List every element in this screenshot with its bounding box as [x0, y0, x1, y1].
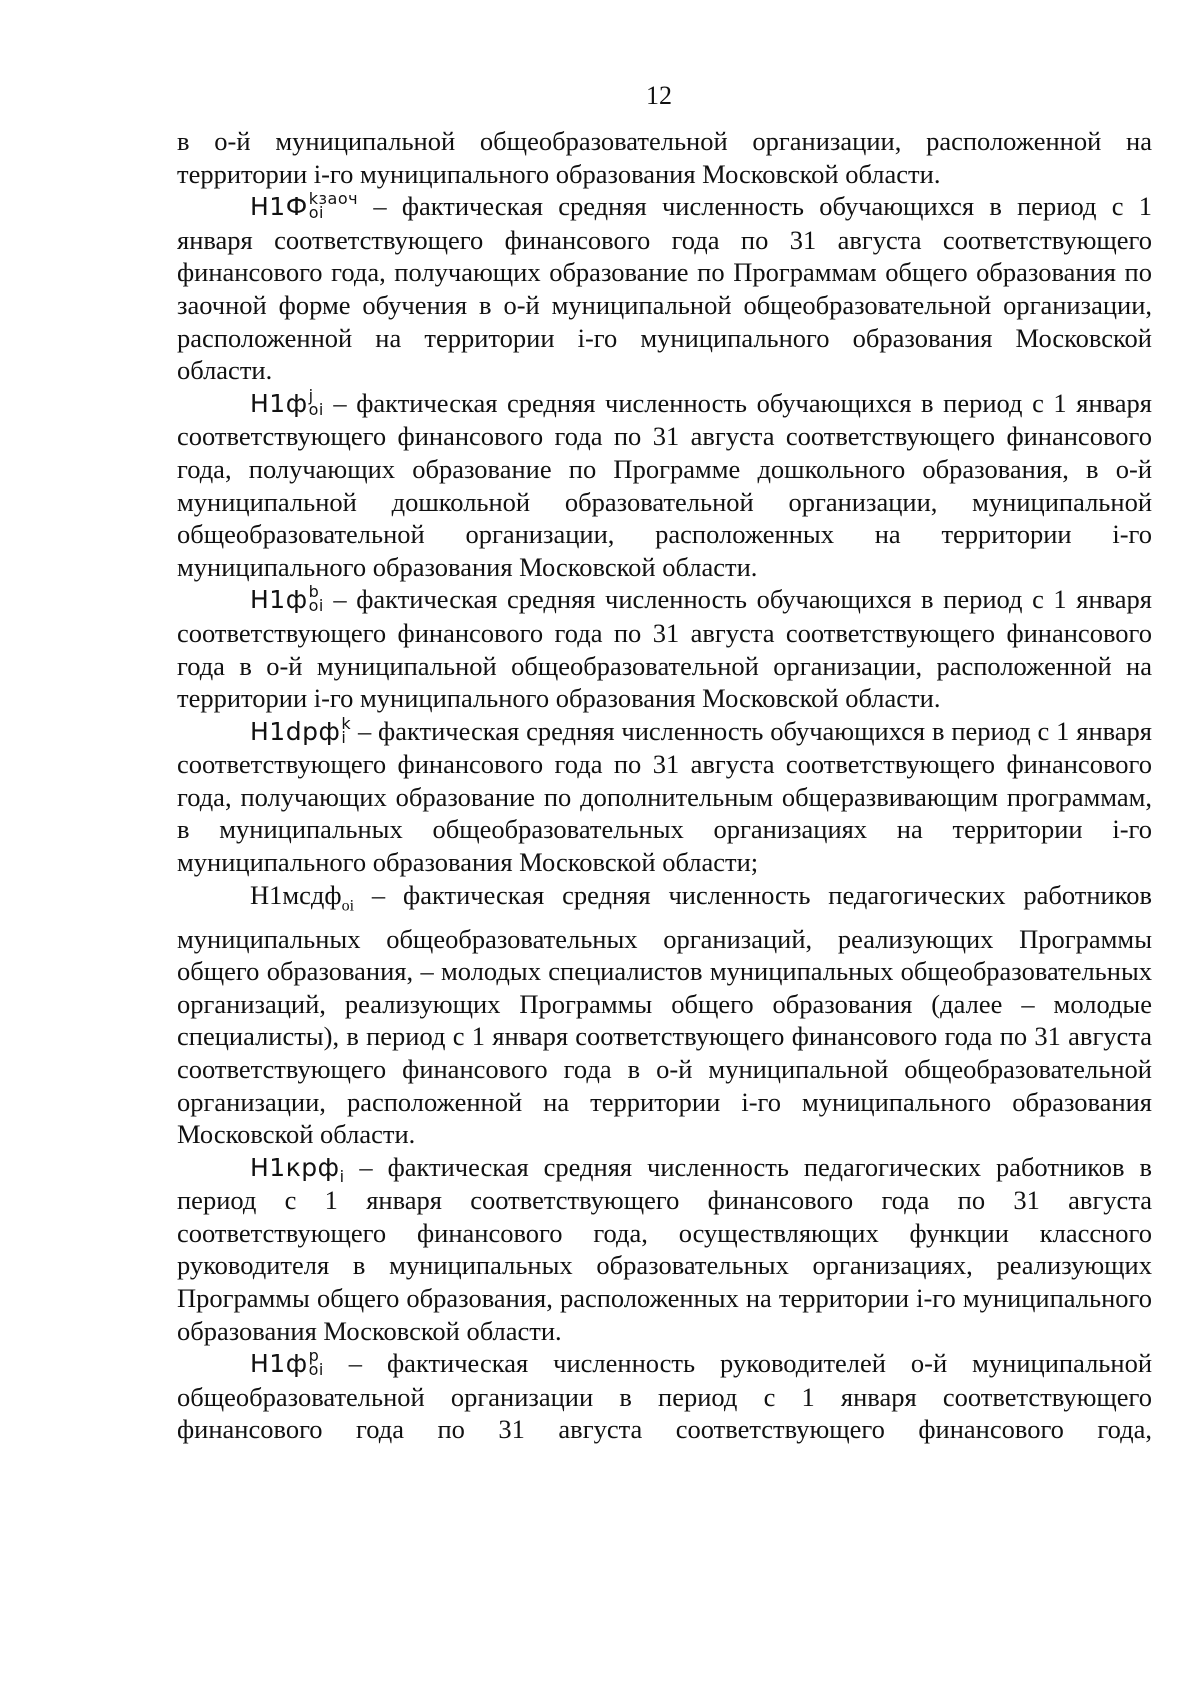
symbol-subscript: i [339, 1166, 345, 1186]
paragraph-text: в о-й муниципальной общеобразовательной организации, расположенной на территории i-го муниципального образования Московской области. [177, 126, 1152, 189]
formula-symbol: Н1мсдф$_{oi}$ [250, 879, 355, 914]
symbol-superscript: kзаоч [308, 189, 359, 209]
symbol-subscript: i [341, 727, 347, 747]
symbol-subscript: oi [308, 203, 324, 223]
paragraph-text: – фактическая численность руководителей о-й муниципальной общеобразовательной организации в период с 1 января соответствующего финансового года по 31 августа соответствующего финансового года, [177, 1348, 1152, 1445]
document-body [177, 125, 1152, 1446]
formula-symbol: Н1ф j oi [250, 385, 324, 419]
paragraph-text: – фактическая средняя численность педагогических работников муниципальных общеобразовательных организаций, реализующих Программы общего образования, – молодых специалистов муниципальных общеобразовательных организаций, реализующих Программы общего образования (далее – молодые специалисты), в период с 1 января соответствующего финансового года по 31 августа соответствующего финансового года в о-й муниципальной общеобразовательной организации, расположенной на территории i-го муниципального образования Московской области. [177, 879, 1152, 1150]
paragraph-text: – фактическая средняя численность обучающихся в период с 1 января соответствующего финансового года по 31 августа соответствующего финансового года в о-й муниципальной общеобразовательной организации, расположенной на территории i-го муниципального образования Московской области. [177, 584, 1152, 714]
definition-paragraph [177, 1151, 1152, 1348]
symbol-subscript: oi [308, 1360, 324, 1380]
definition-paragraph [177, 1347, 1152, 1446]
definition-paragraph [177, 715, 1152, 879]
paragraph-text: – фактическая средняя численность обучающихся в период с 1 января соответствующего финансового года по 31 августа соответствующего финансового года, получающих образование по Программам общего образования по заочной форме обучения в о-й муниципальной общеобразовательной организации, расположенной на территории i-го муниципального образования Московской области. [177, 191, 1152, 386]
formula-symbol: Н1крф$_i$ [250, 1152, 345, 1186]
symbol-subscript: oi [308, 596, 324, 616]
definition-paragraph [177, 583, 1152, 714]
definition-paragraph [177, 387, 1152, 584]
symbol-superscript: b [308, 582, 320, 602]
paragraph-text: – фактическая средняя численность обучающихся в период с 1 января соответствующего финансового года по 31 августа соответствующего финансового года, получающих образование по Программе дошкольного образования, в о-й муниципальной дошкольной образовательной организации, муниципальной общеобразовательной организации, расположенных на территории i-го муниципального образования Московской области. [177, 387, 1152, 582]
formula-symbol: Н1Ф kзаоч oi [250, 189, 359, 223]
paragraph-text: – фактическая средняя численность обучающихся в период с 1 января соответствующего финансового года по 31 августа соответствующего финансового года, получающих образование по дополнительным общеразвивающим программам, в муниципальных общеобразовательных организациях на территории i-го муниципального образования Московской области; [177, 715, 1152, 878]
paragraph-text: – фактическая средняя численность педагогических работников в период с 1 января соответствующего финансового года по 31 августа соответствующего финансового года, осуществляющих функции классного руководителя в муниципальных образовательных организациях, реализующих Программы общего образования, расположенных на территории i-го муниципального образования Московской области. [177, 1151, 1152, 1346]
symbol-superscript: k [341, 713, 352, 733]
symbol-subscript: oi [341, 896, 355, 914]
page-number: 12 [646, 81, 672, 110]
symbol-superscript: p [308, 1346, 320, 1366]
definition-paragraph [177, 190, 1152, 387]
symbol-superscript: j [308, 385, 314, 405]
definition-paragraph [177, 879, 1152, 1151]
formula-symbol: Н1ф b oi [250, 582, 324, 616]
paragraph-continuation [177, 125, 1152, 190]
symbol-subscript: oi [308, 399, 324, 419]
formula-symbol: Н1dрф k i [250, 713, 352, 747]
formula-symbol: Н1ф p oi [250, 1346, 324, 1380]
